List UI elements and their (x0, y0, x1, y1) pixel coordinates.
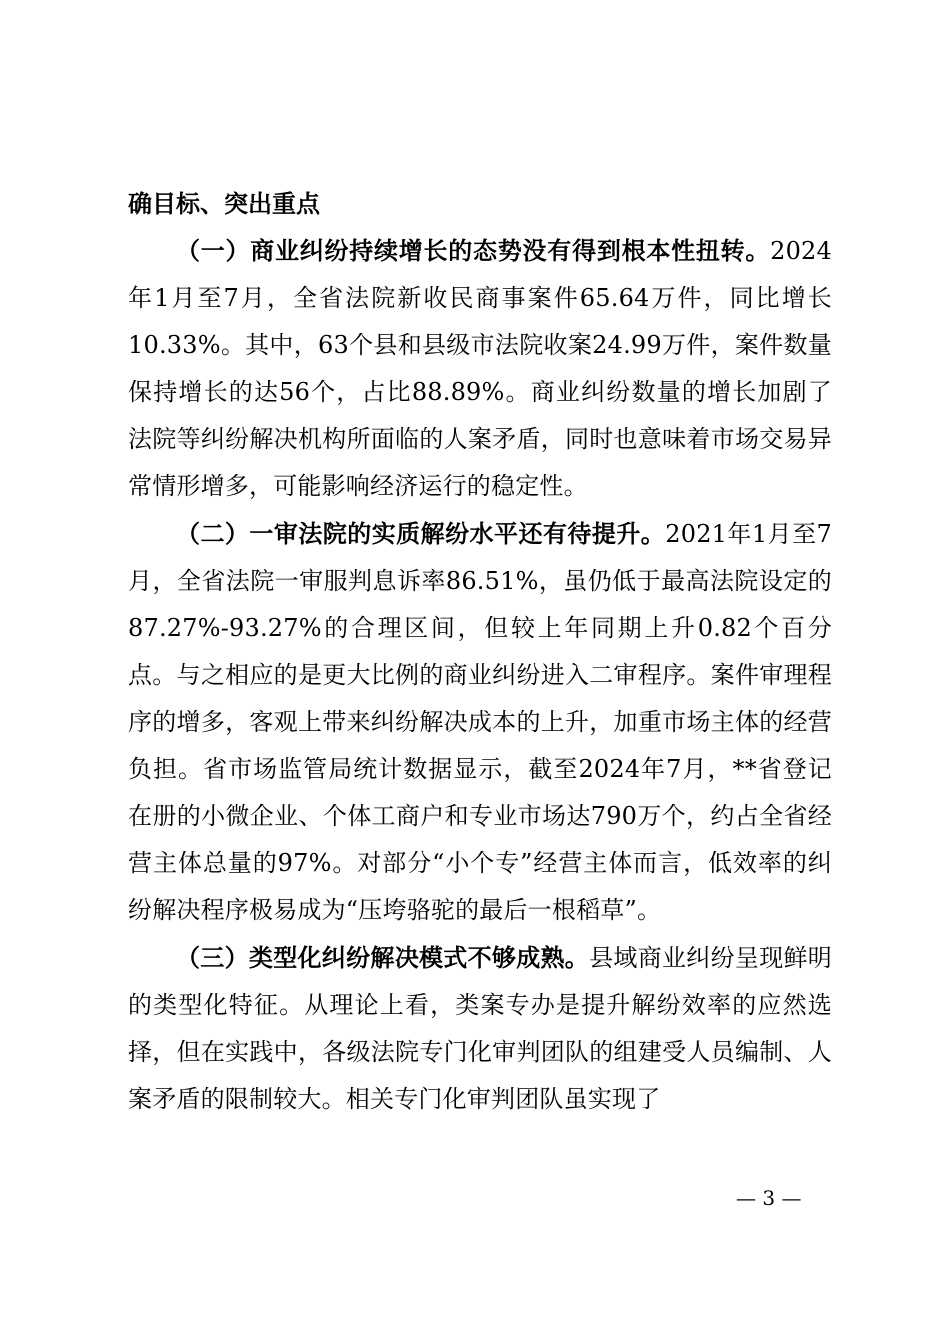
paragraph-1-body: 2024年1月至7月，全省法院新收民商事案件65.64万件，同比增长10.33%。其中，63个县和县级市法院收案24.99万件，案件数量保持增长的达56个，占比88.89%。商业纠纷数量的增长加剧了法院等纠纷解决机构所面临的人案矛盾，同时也意味着市场交易异常情形增多，可能影响经济运行的稳定性。 (128, 237, 832, 500)
document-body (128, 180, 832, 1123)
paragraph-2-body: 2021年1月至7月，全省法院一审服判息诉率86.51%，虽仍低于最高法院设定的87.27%-93.27%的合理区间，但较上年同期上升0.82个百分点。与之相应的是更大比例的商业纠纷进入二审程序。案件审理程序的增多，客观上带来纠纷解决成本的上升，加重市场主体的经营负担。省市场监管局统计数据显示，截至2024年7月，**省登记在册的小微企业、个体工商户和专业市场达790万个，约占全省经营主体总量的97%。对部分“小个专”经营主体而言，低效率的纠纷解决程序极易成为“压垮骆驼的最后一根稻草”。 (128, 520, 832, 924)
paragraph-2-lead: （二）一审法院的实质解纷水平还有待提升。 (176, 519, 666, 548)
paragraph-3-body: 县域商业纠纷呈现鲜明的类型化特征。从理论上看，类案专办是提升解纷效率的应然选择，但在实践中，各级法院专门化审判团队的组建受人员编制、人案矛盾的限制较大。相关专门化审判团队虽实现了 (128, 944, 833, 1113)
paragraph-1-lead: （一）商业纠纷持续增长的态势没有得到根本性扭转。 (176, 236, 771, 265)
paragraph-2 (128, 510, 832, 934)
paragraph-3 (128, 934, 832, 1123)
paragraph-3-lead: （三）类型化纠纷解决模式不够成熟。 (176, 943, 590, 972)
page-number: — 3 — (736, 1186, 802, 1210)
section-heading: 确目标、突出重点 (128, 189, 320, 218)
paragraph-1 (128, 227, 832, 510)
